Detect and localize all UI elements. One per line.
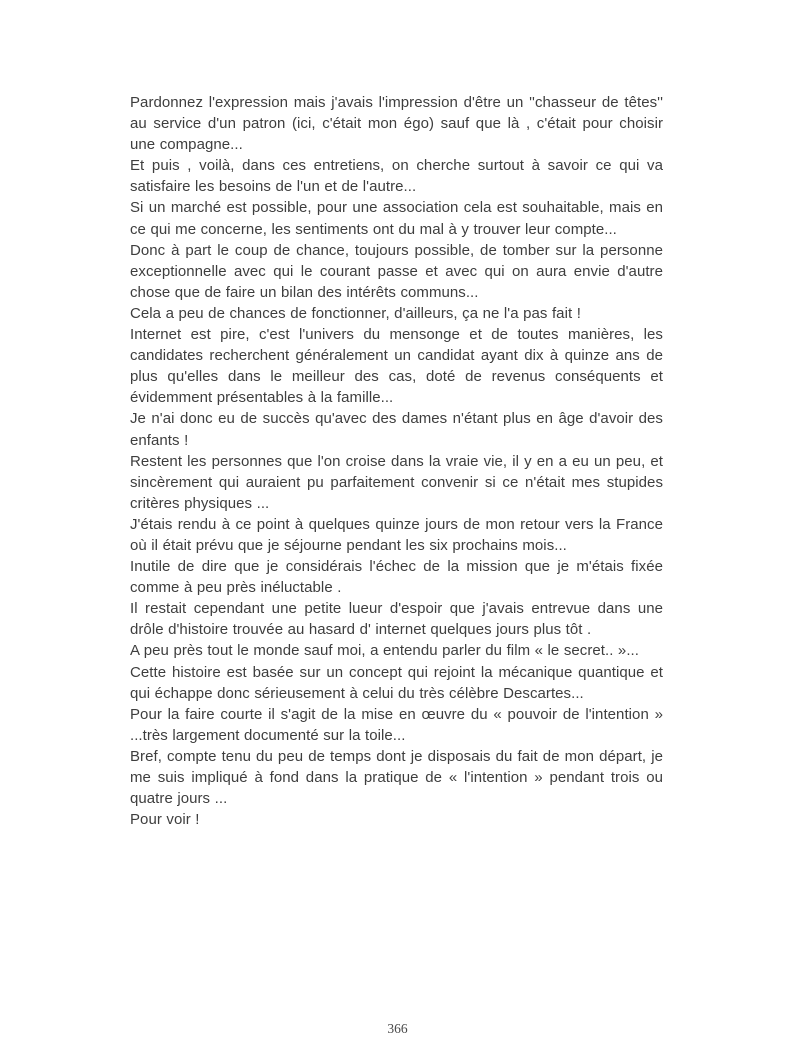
paragraph: Internet est pire, c'est l'univers du mensonge et de toutes manières, les candidates recherchent généralement un candidat ayant dix à quinze ans de plus qu'elles dans le meilleur des cas, doté de revenus conséquents et évidemment présentables à la famille... <box>130 326 663 407</box>
paragraph: Si un marché est possible, pour une association cela est souhaitable, mais en ce qui me concerne, les sentiments ont du mal à y trouver leur compte... <box>130 199 663 238</box>
paragraph: Cela a peu de chances de fonctionner, d'ailleurs, ça ne l'a pas fait ! <box>130 304 581 322</box>
paragraph: Donc à part le coup de chance, toujours possible, de tomber sur la personne exceptionnelle avec qui le courant passe et avec qui on aura envie d'autre chose que de faire un bilan des intérêts communs... <box>130 241 663 301</box>
paragraph: Et puis , voilà, dans ces entretiens, on cherche surtout à savoir ce qui va satisfaire les besoins de l'un et de l'autre... <box>130 157 663 196</box>
paragraph: Pour la faire courte il s'agit de la mise en œuvre du « pouvoir de l'intention » ...très largement documenté sur la toile... <box>130 705 663 744</box>
paragraph: J'étais rendu à ce point à quelques quinze jours de mon retour vers la France où il était prévu que je séjourne pendant les six prochains mois... <box>130 515 663 554</box>
paragraph: Cette histoire est basée sur un concept qui rejoint la mécanique quantique et qui échappe donc sérieusement à celui du très célèbre Descartes... <box>130 663 663 702</box>
paragraph: Inutile de dire que je considérais l'échec de la mission que je m'étais fixée comme à peu près inéluctable . <box>130 558 663 597</box>
paragraph: Pour voir ! <box>130 811 200 829</box>
paragraph: Il restait cependant une petite lueur d'espoir que j'avais entrevue dans une drôle d'histoire trouvée au hasard d' internet quelques jours plus tôt . <box>130 600 663 639</box>
page-number: 366 <box>387 1021 408 1036</box>
paragraph: Bref, compte tenu du peu de temps dont je disposais du fait de mon départ, je me suis impliqué à fond dans la pratique de « l'intention » pendant trois ou quatre jours ... <box>130 747 663 808</box>
paragraph: Restent les personnes que l'on croise dans la vraie vie, il y en a eu un peu, et sincèrement qui auraient pu parfaitement convenir si ce n'était mes stupides critères physiques ... <box>130 452 663 512</box>
page-body-text <box>130 92 663 830</box>
paragraph: A peu près tout le monde sauf moi, a entendu parler du film « le secret.. »... <box>130 642 639 660</box>
paragraph: Je n'ai donc eu de succès qu'avec des dames n'étant plus en âge d'avoir des enfants ! <box>130 410 663 449</box>
paragraph: Pardonnez l'expression mais j'avais l'impression d'être un ''chasseur de têtes'' au service d'un patron (ici, c'était mon égo) sauf que là , c'était pour choisir une compagne... <box>130 94 663 154</box>
